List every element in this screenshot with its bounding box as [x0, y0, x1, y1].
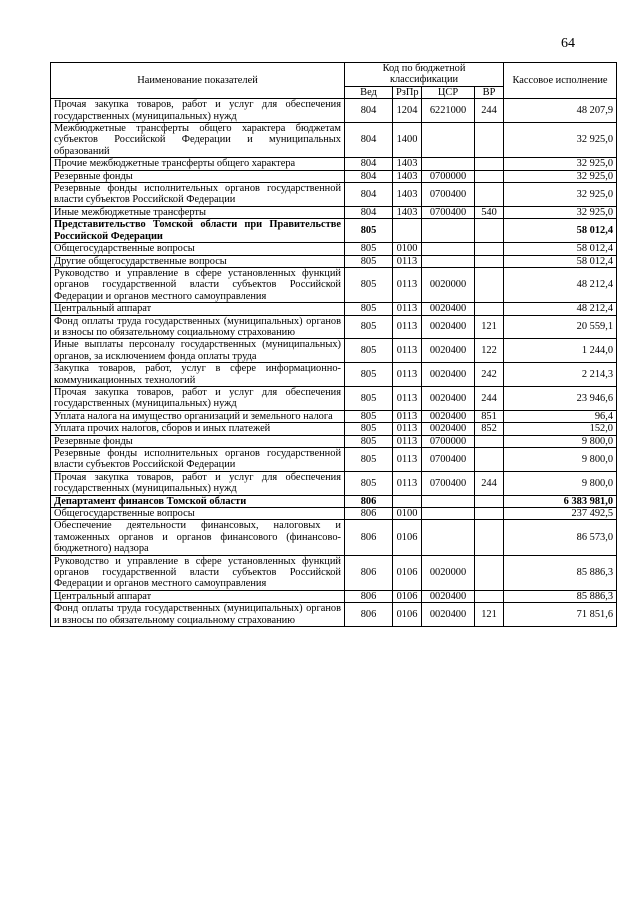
cell-rzpr: 0106	[393, 520, 422, 555]
cell-name: Центральный аппарат	[51, 590, 345, 602]
cell-csr: 0700400	[422, 206, 475, 218]
cell-rzpr: 0113	[393, 448, 422, 472]
header-csr: ЦСР	[422, 86, 475, 98]
cell-name: Межбюджетные трансферты общего характера бюджетам субъектов Российской Федерации и муниципальных образований	[51, 123, 345, 158]
table-row	[51, 303, 617, 315]
cell-rzpr: 0106	[393, 590, 422, 602]
cell-ved: 804	[345, 206, 393, 218]
cell-rzpr: 0113	[393, 315, 422, 339]
cell-csr: 0020400	[422, 386, 475, 410]
cell-ved: 805	[345, 315, 393, 339]
cell-vr: 851	[475, 410, 504, 422]
cell-vr: 242	[475, 363, 504, 387]
cell-name: Прочая закупка товаров, работ и услуг для обеспечения государственных (муниципальных) нужд	[51, 386, 345, 410]
cell-rzpr: 0113	[393, 255, 422, 267]
cell-name: Иные межбюджетные трансферты	[51, 206, 345, 218]
cell-rzpr: 1204	[393, 99, 422, 123]
cell-csr: 0700000	[422, 435, 475, 447]
header-ved: Вед	[345, 86, 393, 98]
cell-amount: 58 012,4	[504, 243, 617, 255]
cell-vr: 540	[475, 206, 504, 218]
cell-name: Департамент финансов Томской области	[51, 495, 345, 507]
cell-ved: 805	[345, 267, 393, 302]
cell-vr	[475, 508, 504, 520]
cell-ved: 805	[345, 219, 393, 243]
cell-amount: 71 851,6	[504, 603, 617, 627]
cell-rzpr: 0113	[393, 386, 422, 410]
header-code-group: Код по бюджетной классификации	[345, 63, 504, 87]
cell-csr: 0020000	[422, 267, 475, 302]
cell-amount: 1 244,0	[504, 339, 617, 363]
cell-vr	[475, 183, 504, 207]
cell-ved: 805	[345, 386, 393, 410]
cell-csr: 0700400	[422, 183, 475, 207]
cell-ved: 806	[345, 520, 393, 555]
cell-rzpr: 1403	[393, 206, 422, 218]
cell-name: Руководство и управление в сфере установленных функций органов государственной власти субъектов Российской Федерации и органов местного самоуправления	[51, 267, 345, 302]
cell-rzpr: 0106	[393, 555, 422, 590]
cell-name: Уплата прочих налогов, сборов и иных платежей	[51, 423, 345, 435]
header-execution: Кассовое исполнение	[504, 63, 617, 99]
cell-csr: 0700000	[422, 170, 475, 182]
cell-vr	[475, 590, 504, 602]
cell-csr: 0020400	[422, 339, 475, 363]
table-row	[51, 206, 617, 218]
cell-rzpr: 1403	[393, 158, 422, 170]
table-row	[51, 386, 617, 410]
cell-amount: 152,0	[504, 423, 617, 435]
cell-csr: 0020400	[422, 315, 475, 339]
cell-amount: 85 886,3	[504, 590, 617, 602]
cell-vr	[475, 255, 504, 267]
cell-name: Резервные фонды исполнительных органов государственной власти субъектов Российской Федерации	[51, 448, 345, 472]
cell-vr	[475, 520, 504, 555]
table-row	[51, 243, 617, 255]
cell-amount: 48 207,9	[504, 99, 617, 123]
cell-csr: 6221000	[422, 99, 475, 123]
cell-ved: 804	[345, 158, 393, 170]
cell-ved: 805	[345, 243, 393, 255]
cell-rzpr: 0113	[393, 435, 422, 447]
cell-ved: 805	[345, 363, 393, 387]
cell-vr	[475, 267, 504, 302]
cell-ved: 804	[345, 183, 393, 207]
cell-csr	[422, 158, 475, 170]
cell-csr: 0020400	[422, 363, 475, 387]
table-row	[51, 555, 617, 590]
cell-rzpr: 1400	[393, 123, 422, 158]
cell-name: Резервные фонды исполнительных органов государственной власти субъектов Российской Федерации	[51, 183, 345, 207]
cell-rzpr: 0100	[393, 243, 422, 255]
table-row	[51, 410, 617, 422]
cell-ved: 805	[345, 303, 393, 315]
table-row	[51, 123, 617, 158]
cell-ved: 805	[345, 435, 393, 447]
cell-amount: 6 383 981,0	[504, 495, 617, 507]
cell-vr	[475, 303, 504, 315]
table-row	[51, 363, 617, 387]
cell-vr	[475, 495, 504, 507]
cell-name: Иные выплаты персоналу государственных (муниципальных) органов, за исключением фонда оплаты труда	[51, 339, 345, 363]
cell-rzpr: 0113	[393, 410, 422, 422]
cell-csr	[422, 123, 475, 158]
cell-csr	[422, 508, 475, 520]
cell-rzpr	[393, 219, 422, 243]
cell-vr: 121	[475, 603, 504, 627]
cell-vr	[475, 123, 504, 158]
cell-ved: 806	[345, 495, 393, 507]
cell-name: Прочие межбюджетные трансферты общего характера	[51, 158, 345, 170]
cell-amount: 32 925,0	[504, 158, 617, 170]
table-row	[51, 267, 617, 302]
cell-name: Руководство и управление в сфере установленных функций органов государственной власти субъектов Российской Федерации и органов местного самоуправления	[51, 555, 345, 590]
cell-amount: 32 925,0	[504, 170, 617, 182]
cell-vr: 852	[475, 423, 504, 435]
cell-name: Центральный аппарат	[51, 303, 345, 315]
cell-amount: 9 800,0	[504, 471, 617, 495]
table-row	[51, 423, 617, 435]
cell-ved: 805	[345, 471, 393, 495]
cell-vr	[475, 243, 504, 255]
cell-amount: 85 886,3	[504, 555, 617, 590]
cell-ved: 805	[345, 255, 393, 267]
page-number: 64	[561, 36, 575, 51]
cell-ved: 805	[345, 423, 393, 435]
cell-ved: 806	[345, 508, 393, 520]
cell-amount: 32 925,0	[504, 183, 617, 207]
cell-vr	[475, 555, 504, 590]
cell-vr	[475, 158, 504, 170]
cell-csr: 0020400	[422, 590, 475, 602]
cell-vr	[475, 435, 504, 447]
cell-ved: 804	[345, 99, 393, 123]
cell-name: Закупка товаров, работ, услуг в сфере информационно-коммуникационных технологий	[51, 363, 345, 387]
cell-rzpr: 0113	[393, 423, 422, 435]
table-row	[51, 590, 617, 602]
table-row	[51, 183, 617, 207]
table-row	[51, 170, 617, 182]
table-row	[51, 219, 617, 243]
cell-name: Прочая закупка товаров, работ и услуг для обеспечения государственных (муниципальных) нужд	[51, 99, 345, 123]
cell-vr: 121	[475, 315, 504, 339]
cell-csr: 0020400	[422, 423, 475, 435]
table-row	[51, 315, 617, 339]
cell-rzpr: 1403	[393, 170, 422, 182]
cell-csr: 0020400	[422, 303, 475, 315]
header-name: Наименование показателей	[51, 63, 345, 99]
cell-csr	[422, 255, 475, 267]
cell-rzpr: 0106	[393, 603, 422, 627]
header-vr: ВР	[475, 86, 504, 98]
cell-ved: 806	[345, 603, 393, 627]
cell-name: Другие общегосударственные вопросы	[51, 255, 345, 267]
cell-amount: 96,4	[504, 410, 617, 422]
cell-csr	[422, 243, 475, 255]
table-row	[51, 158, 617, 170]
cell-amount: 32 925,0	[504, 206, 617, 218]
cell-rzpr: 0113	[393, 303, 422, 315]
table-row	[51, 471, 617, 495]
cell-vr	[475, 219, 504, 243]
cell-name: Представительство Томской области при Правительстве Российской Федерации	[51, 219, 345, 243]
cell-amount: 23 946,6	[504, 386, 617, 410]
cell-ved: 806	[345, 590, 393, 602]
table-row	[51, 495, 617, 507]
cell-rzpr	[393, 495, 422, 507]
cell-name: Резервные фонды	[51, 435, 345, 447]
cell-vr	[475, 448, 504, 472]
table-row	[51, 99, 617, 123]
table-row	[51, 435, 617, 447]
cell-csr: 0020400	[422, 410, 475, 422]
cell-amount: 48 212,4	[504, 303, 617, 315]
cell-amount: 48 212,4	[504, 267, 617, 302]
table-row	[51, 255, 617, 267]
cell-rzpr: 0113	[393, 267, 422, 302]
cell-ved: 806	[345, 555, 393, 590]
cell-amount: 20 559,1	[504, 315, 617, 339]
cell-amount: 237 492,5	[504, 508, 617, 520]
table-row	[51, 339, 617, 363]
cell-name: Обеспечение деятельности финансовых, налоговых и таможенных органов и органов финансового (финансово-бюджетного) надзора	[51, 520, 345, 555]
cell-amount: 58 012,4	[504, 255, 617, 267]
table-body	[51, 99, 617, 627]
cell-ved: 805	[345, 410, 393, 422]
cell-amount: 2 214,3	[504, 363, 617, 387]
cell-name: Прочая закупка товаров, работ и услуг для обеспечения государственных (муниципальных) нужд	[51, 471, 345, 495]
cell-ved: 805	[345, 339, 393, 363]
cell-rzpr: 0113	[393, 363, 422, 387]
cell-csr: 0020400	[422, 603, 475, 627]
cell-name: Фонд оплаты труда государственных (муниципальных) органов и взносы по обязательному социальному страхованию	[51, 315, 345, 339]
cell-name: Общегосударственные вопросы	[51, 243, 345, 255]
cell-amount: 32 925,0	[504, 123, 617, 158]
cell-name: Резервные фонды	[51, 170, 345, 182]
cell-csr	[422, 495, 475, 507]
cell-csr: 0020000	[422, 555, 475, 590]
cell-ved: 804	[345, 170, 393, 182]
cell-csr	[422, 520, 475, 555]
table-row	[51, 448, 617, 472]
cell-ved: 805	[345, 448, 393, 472]
table-row	[51, 603, 617, 627]
cell-name: Фонд оплаты труда государственных (муниципальных) органов и взносы по обязательному социальному страхованию	[51, 603, 345, 627]
cell-amount: 58 012,4	[504, 219, 617, 243]
cell-name: Общегосударственные вопросы	[51, 508, 345, 520]
cell-amount: 9 800,0	[504, 435, 617, 447]
budget-execution-table	[50, 62, 617, 627]
table-row	[51, 508, 617, 520]
cell-vr: 244	[475, 99, 504, 123]
cell-name: Уплата налога на имущество организаций и земельного налога	[51, 410, 345, 422]
cell-amount: 86 573,0	[504, 520, 617, 555]
cell-vr: 244	[475, 386, 504, 410]
cell-vr	[475, 170, 504, 182]
cell-vr: 122	[475, 339, 504, 363]
table-row	[51, 520, 617, 555]
cell-csr: 0700400	[422, 471, 475, 495]
cell-vr: 244	[475, 471, 504, 495]
cell-ved: 804	[345, 123, 393, 158]
cell-rzpr: 0113	[393, 471, 422, 495]
cell-amount: 9 800,0	[504, 448, 617, 472]
cell-rzpr: 0100	[393, 508, 422, 520]
header-rzpr: РзПр	[393, 86, 422, 98]
cell-rzpr: 1403	[393, 183, 422, 207]
cell-rzpr: 0113	[393, 339, 422, 363]
cell-csr	[422, 219, 475, 243]
cell-csr: 0700400	[422, 448, 475, 472]
